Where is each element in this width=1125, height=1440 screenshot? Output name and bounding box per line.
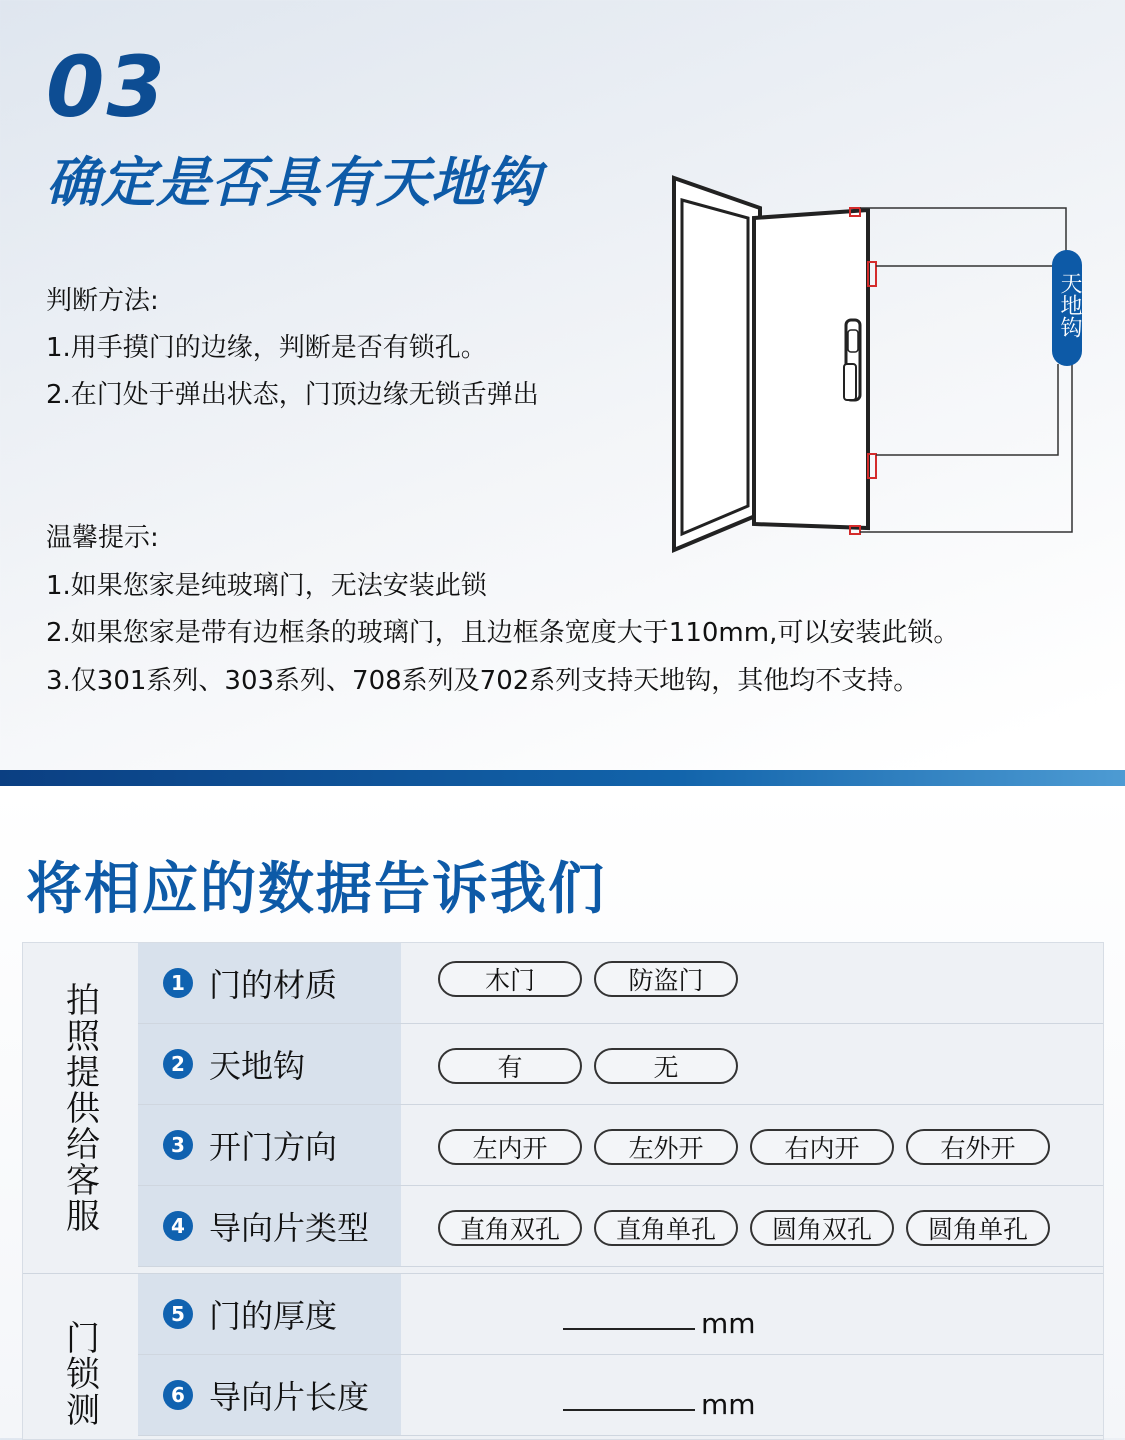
hook-tag: 天地钩 [1057, 272, 1082, 338]
table-row [138, 1355, 1103, 1436]
row-label-text: 导向片长度 [209, 1378, 370, 1416]
row-label [138, 1355, 401, 1435]
row-label-text: 门的厚度 [209, 1297, 338, 1335]
row-label-text: 天地钩 [209, 1047, 306, 1085]
method-line-1: 1.用手摸门的边缘，判断是否有锁孔。 [46, 333, 487, 363]
tips-line-3: 3.仅301系列、303系列、708系列及702系列支持天地钩，其他均不支持。 [46, 666, 920, 696]
row-label [138, 1105, 401, 1185]
option-group [438, 1026, 750, 1106]
form-heading: 将相应的数据告诉我们 [26, 857, 606, 922]
row-label-text: 导向片类型 [209, 1209, 370, 1247]
measure-input-group [553, 1355, 756, 1435]
section-divider [0, 770, 1125, 786]
unit-label: mm [701, 1387, 756, 1421]
table-row [138, 943, 1103, 1024]
section-title: 确定是否具有天地钩 [46, 151, 541, 214]
door-diagram [668, 172, 1088, 562]
option-pill[interactable]: 圆角单孔 [906, 1210, 1050, 1246]
option-pill[interactable]: 木门 [438, 961, 582, 997]
table-row [138, 1024, 1103, 1105]
option-pill[interactable]: 右内开 [750, 1129, 894, 1165]
option-group [438, 1188, 1062, 1268]
table-row [138, 1105, 1103, 1186]
category-measure-label: 门锁测 [59, 1320, 100, 1428]
info-table [22, 942, 1104, 1440]
row-label [138, 1274, 401, 1354]
option-pill[interactable]: 右外开 [906, 1129, 1050, 1165]
guide-length-input[interactable] [563, 1379, 695, 1411]
row-label [138, 943, 401, 1023]
option-pill[interactable]: 圆角双孔 [750, 1210, 894, 1246]
option-group [438, 1107, 1062, 1187]
number-badge: 6 [163, 1380, 193, 1410]
tips-line-1: 1.如果您家是纯玻璃门，无法安装此锁 [46, 571, 487, 601]
method-heading: 判断方法: [46, 286, 159, 316]
tips-heading: 温馨提示: [46, 523, 159, 553]
number-badge: 1 [163, 968, 193, 998]
category-measure [23, 1274, 137, 1439]
option-pill[interactable]: 防盗门 [594, 961, 738, 997]
section-number: 03 [46, 38, 167, 136]
number-badge: 3 [163, 1130, 193, 1160]
row-label-text: 门的材质 [209, 966, 338, 1004]
thickness-input[interactable] [563, 1298, 695, 1330]
tips-line-2: 2.如果您家是带有边框条的玻璃门，且边框条宽度大于110mm,可以安装此锁。 [46, 618, 960, 648]
option-pill[interactable]: 有 [438, 1048, 582, 1084]
table-row [138, 1186, 1103, 1267]
row-label-text: 开门方向 [209, 1128, 338, 1166]
method-line-2: 2.在门处于弹出状态，门顶边缘无锁舌弹出 [46, 380, 539, 410]
option-pill[interactable]: 直角单孔 [594, 1210, 738, 1246]
row-label [138, 1186, 401, 1266]
table-row [138, 1274, 1103, 1355]
row-label [138, 1024, 401, 1104]
option-pill[interactable]: 无 [594, 1048, 738, 1084]
option-pill[interactable]: 左外开 [594, 1129, 738, 1165]
option-group [438, 939, 750, 1019]
measure-input-group [553, 1274, 756, 1354]
option-pill[interactable]: 直角双孔 [438, 1210, 582, 1246]
number-badge: 2 [163, 1049, 193, 1079]
category-photo [23, 943, 137, 1273]
number-badge: 5 [163, 1299, 193, 1329]
unit-label: mm [701, 1306, 756, 1340]
number-badge: 4 [163, 1211, 193, 1241]
option-pill[interactable]: 左内开 [438, 1129, 582, 1165]
category-photo-label: 拍照提供给客服 [59, 982, 100, 1234]
